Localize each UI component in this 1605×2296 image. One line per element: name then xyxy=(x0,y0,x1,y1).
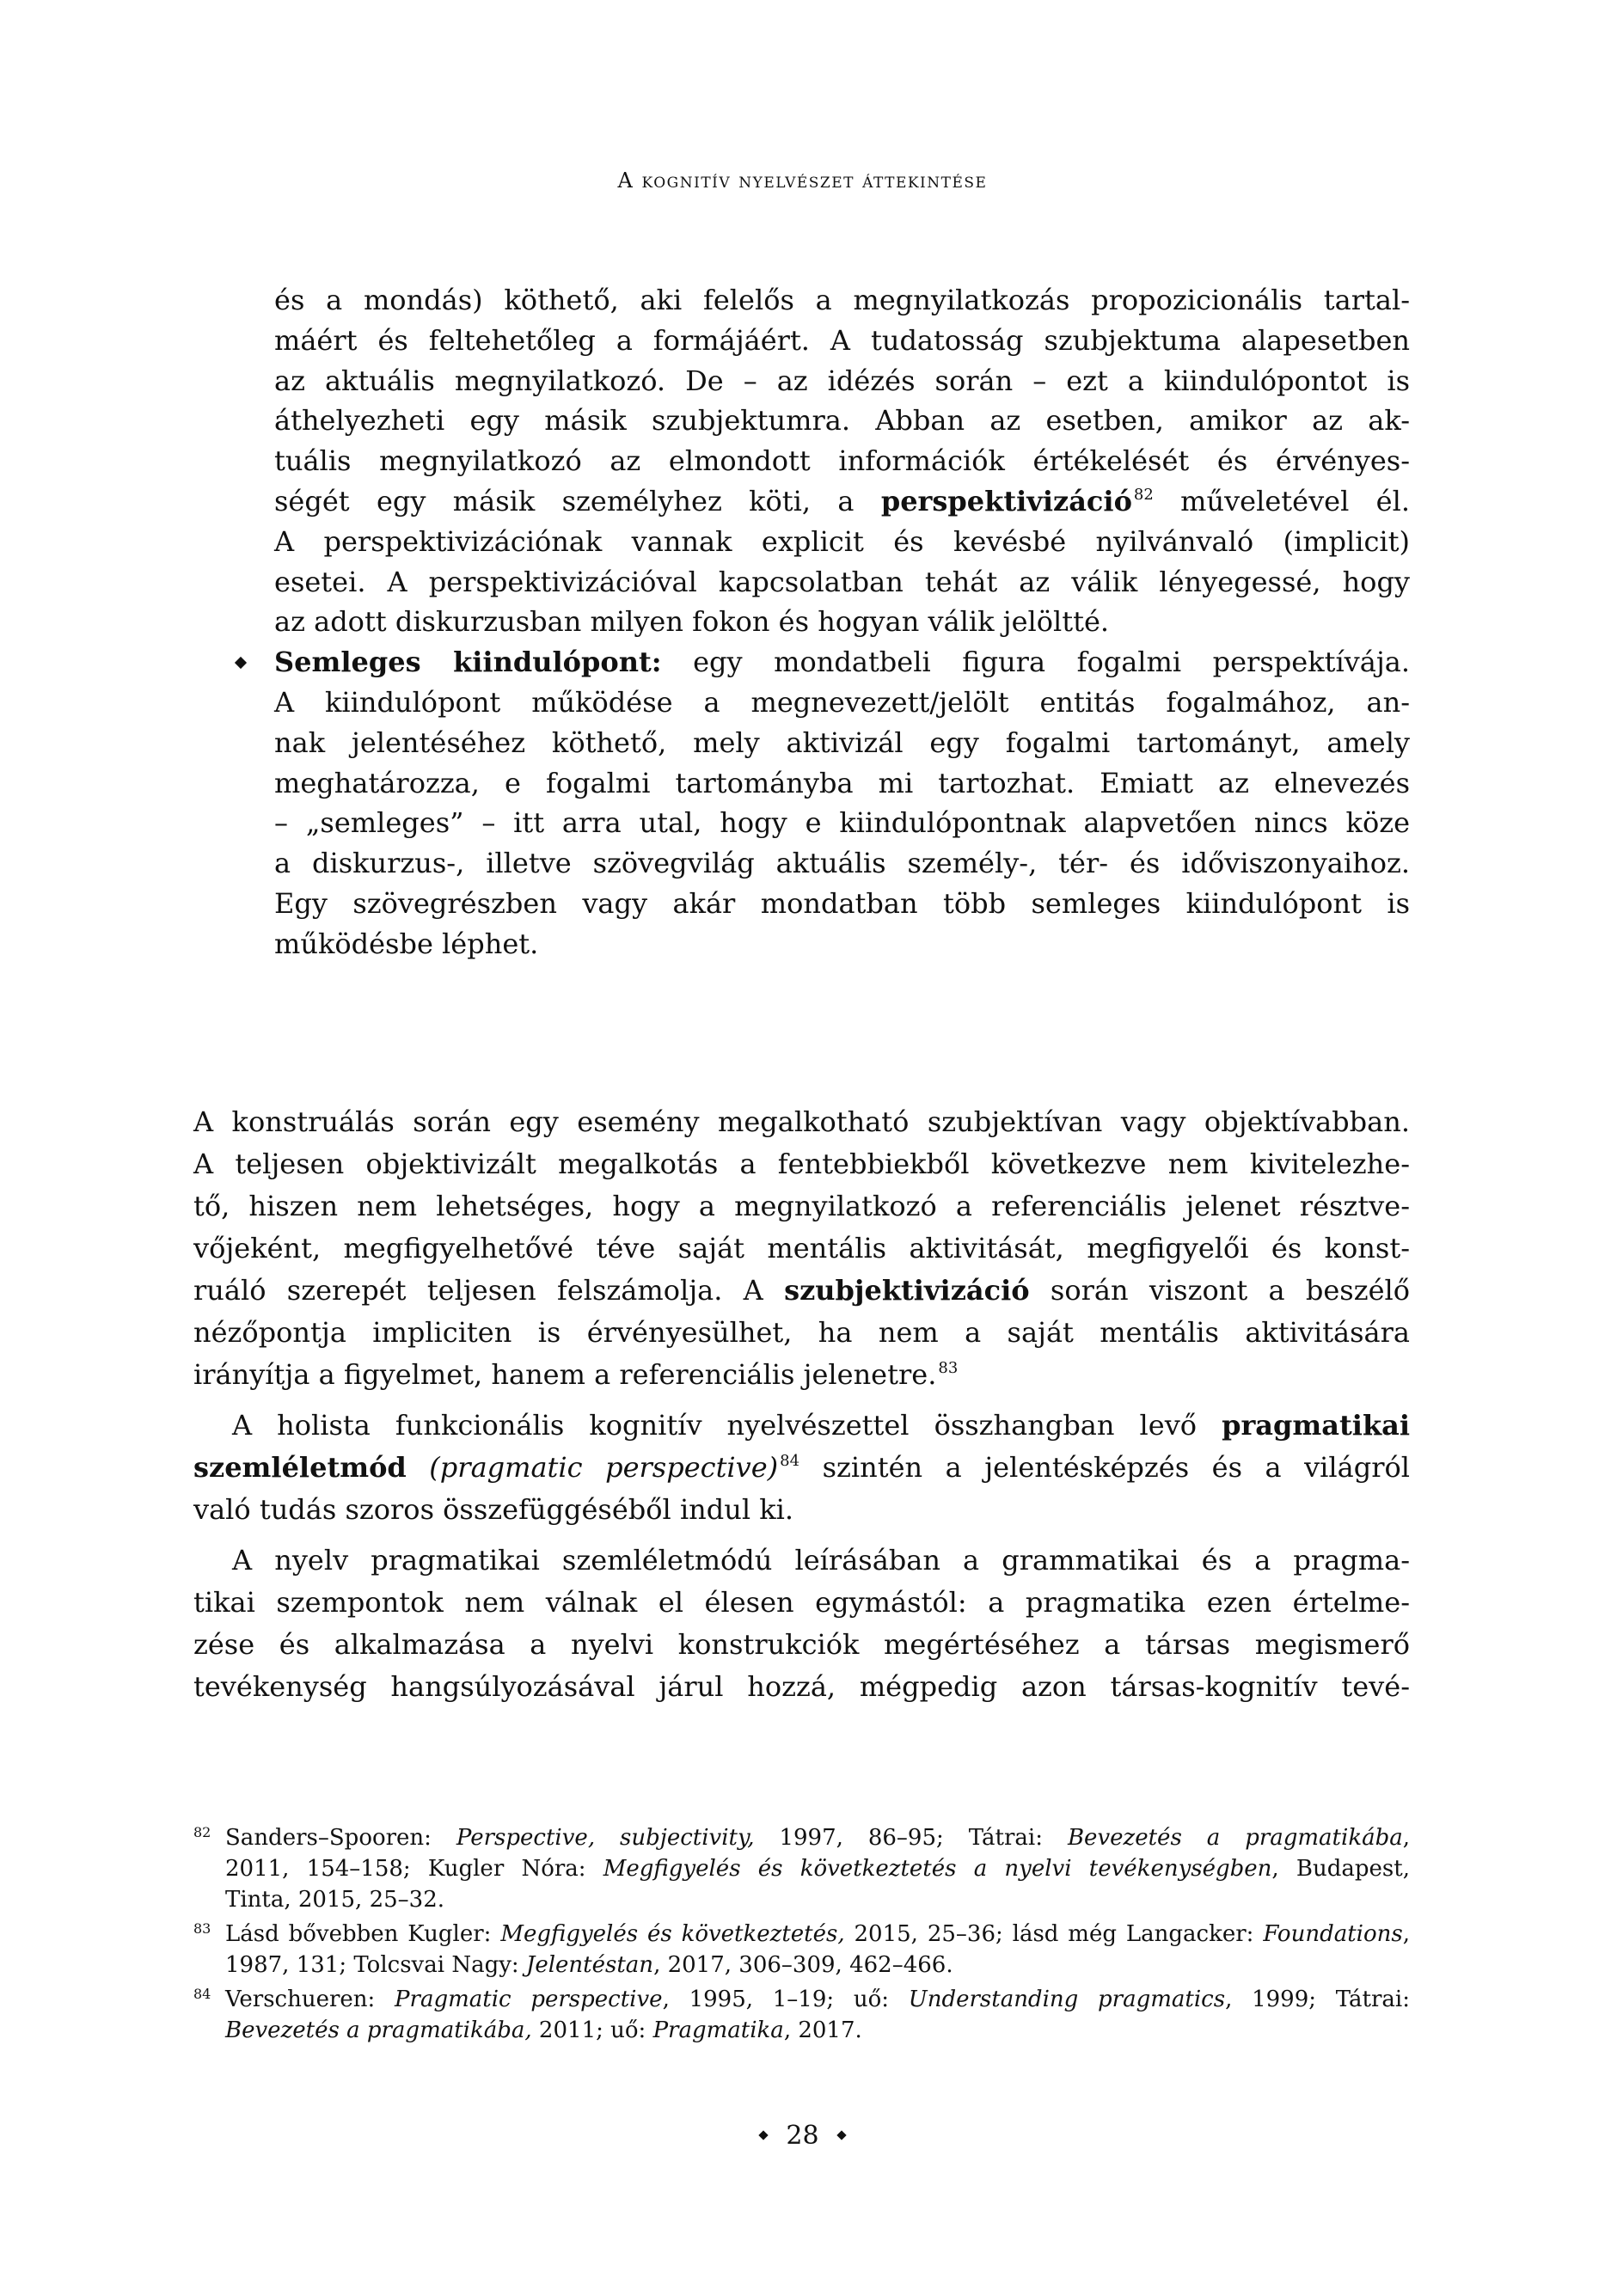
text-run: Lásd bővebben Kugler: xyxy=(225,1921,501,1947)
text-run: 1997, 86–95; Tátrai: xyxy=(754,1825,1068,1851)
text-line: áthelyezheti egy másik szubjektumra. Abban az esetben, amikor az ak- xyxy=(274,404,1410,438)
footnote-ref-82[interactable]: 82 xyxy=(1133,485,1154,504)
text-line: nézőpontja impliciten is érvényesülhet, ha nem a saját mentális aktivitására xyxy=(193,1316,1410,1349)
text-line: az aktuális megnyilatkozó. De – az idézés során – ezt a kiindulópontot is xyxy=(274,364,1410,397)
english-term: (pragmatic perspective) xyxy=(406,1451,779,1484)
text-line: tő, hiszen nem lehetséges, hogy a megnyilatkozó a referenciális jelenet résztve- xyxy=(193,1190,1410,1222)
work-title: Pragmatic perspective xyxy=(395,1987,663,2012)
text-line: A konstruálás során egy esemény megalkotható szubjektívan vagy objektívabban. xyxy=(193,1105,1410,1138)
text-line: A nyelv pragmatikai szemléletmódú leírásában a grammatikai és a pragma- xyxy=(232,1544,1410,1577)
text-line: való tudás szoros összefüggéséből indul ki. xyxy=(193,1493,794,1526)
footnote-line xyxy=(225,1984,1410,2015)
text-run: , xyxy=(1402,1921,1410,1947)
footnote-line xyxy=(225,1950,1410,1981)
text-line: tevékenység hangsúlyozásával járul hozzá, mégpedig azon társas-kognitív tevé- xyxy=(193,1670,1410,1703)
text-line: Egy szövegrészben vagy akár mondatban több semleges kiindulópont is xyxy=(274,886,1410,920)
text-line: vőjeként, megfigyelhetővé téve saját mentális aktivitását, megfigyelői és konst- xyxy=(193,1232,1410,1264)
text-line: a diskurzus-, illetve szövegvilág aktuális személy-, tér- és időviszonyaihoz. xyxy=(274,847,1410,880)
footnote-line: Tinta, 2015, 25–32. xyxy=(225,1887,445,1913)
text-line: máért és feltehetőleg a formájáért. A tudatosság szubjektuma alapesetben xyxy=(274,323,1410,357)
text-line: tuális megnyilatkozó az elmondott információk értékelését és érvényes- xyxy=(274,444,1410,478)
work-title: Megfigyelés és következtetés a nyelvi tevékenységben xyxy=(603,1856,1272,1882)
text-run: 2015, 25–36; lásd még Langacker: xyxy=(844,1921,1264,1947)
work-title: Pragmatika xyxy=(652,2017,784,2043)
text-line: esetei. A perspektivizációval kapcsolatban tehát az válik lényegessé, hogy xyxy=(274,565,1410,598)
text-run: Sanders–Spooren: xyxy=(225,1825,456,1851)
text-run: Verschueren: xyxy=(225,1987,395,2012)
text-line: és a mondás) köthető, aki felelős a megnyilatkozás propozicionális tartal- xyxy=(274,284,1410,316)
text-run: A holista funkcionális kognitív nyelvészettel összhangban levő xyxy=(232,1409,1222,1442)
footnote-number: 83 xyxy=(193,1920,211,1937)
text-run: , xyxy=(1402,1825,1410,1851)
text-run: során viszont a beszélő xyxy=(1029,1274,1411,1307)
text-line: A teljesen objektivizált megalkotás a fentebbiekből következve nem kivitelezhe- xyxy=(193,1148,1410,1180)
term-szemleletmod: szemléletmód xyxy=(193,1451,407,1484)
footnote-ref-83[interactable]: 83 xyxy=(938,1359,959,1377)
term-szubjektivizacio: szubjektivizáció xyxy=(784,1274,1030,1307)
footnote-ref-84[interactable]: 84 xyxy=(780,1452,800,1470)
text-run: , 2017. xyxy=(783,2017,862,2043)
text-line: meghatározza, e fogalmi tartományba mi tartozhat. Emiatt az elnevezés xyxy=(274,766,1410,799)
footnote-line xyxy=(225,1853,1410,1884)
text-run: 2011, 154–158; Kugler Nóra: xyxy=(225,1856,603,1882)
running-header: A kognitív nyelvészet áttekintése xyxy=(617,168,988,193)
text-run: 2011; uő: xyxy=(531,2017,653,2043)
footnote-line xyxy=(225,2015,1410,2046)
footnote-83 xyxy=(193,1919,1410,1981)
diamond-ornament-icon xyxy=(759,2130,769,2140)
text-run: ségét egy másik személyhez köti, a xyxy=(274,484,881,517)
paragraph-holista xyxy=(193,1405,1410,1531)
text-line: A kiindulópont működése a megnevezett/jelölt entitás fogalmához, an- xyxy=(274,685,1410,719)
footnote-number: 82 xyxy=(193,1824,211,1840)
text-run: műveletével él. xyxy=(1153,484,1411,517)
text-line: tikai szempontok nem válnak el élesen egymástól: a pragmatika ezen értelme- xyxy=(193,1586,1410,1619)
text-run: , 1995, 1–19; uő: xyxy=(662,1987,909,2012)
text-line xyxy=(193,1405,1410,1447)
list-continuation-block xyxy=(274,280,1410,964)
text-line: zése és alkalmazása a nyelvi konstrukciók megértéséhez a társas megismerő xyxy=(193,1628,1410,1661)
footnote-line xyxy=(225,1919,1410,1950)
paragraph-nyelv-pragmatikai xyxy=(193,1540,1410,1708)
text-run: , 1999; Tátrai: xyxy=(1225,1987,1411,2012)
text-run: 1987, 131; Tolcsvai Nagy: xyxy=(225,1952,526,1978)
text-line: működésbe léphet. xyxy=(274,927,539,960)
work-title: Bevezetés a pragmatikába, xyxy=(225,2017,532,2043)
work-title: Jelentéstan xyxy=(525,1952,654,1978)
footnotes xyxy=(193,1822,1410,2049)
work-title: Foundations xyxy=(1263,1921,1403,1947)
text-run: ruáló szerepét teljesen felszámolja. A xyxy=(193,1274,785,1307)
footnote-line xyxy=(225,1822,1410,1853)
text-line: A perspektivizációnak vannak explicit és kevésbé nyilvánvaló (implicit) xyxy=(274,524,1410,558)
text-run: , Budapest, xyxy=(1271,1856,1410,1882)
footnote-82 xyxy=(193,1822,1410,1915)
bullet-item-semleges-kiindulopont xyxy=(274,642,1410,964)
diamond-ornament-icon xyxy=(836,2130,846,2140)
text-line xyxy=(274,481,1410,522)
text-line xyxy=(193,1270,1410,1312)
text-line: – „semleges” – itt arra utal, hogy e kiindulópontnak alapvetően nincs köze xyxy=(274,806,1410,840)
term-pragmatikai: pragmatikai xyxy=(1222,1409,1410,1442)
text-run: irányítja a figyelmet, hanem a referenciális jelenetre. xyxy=(193,1358,937,1391)
footnote-84 xyxy=(193,1984,1410,2046)
diamond-bullet-icon xyxy=(235,657,247,669)
work-title: Understanding pragmatics xyxy=(908,1987,1226,2012)
footnote-number: 84 xyxy=(193,1986,211,2002)
paragraph-konstrualas xyxy=(193,1101,1410,1396)
work-title: Perspective, subjectivity, xyxy=(456,1825,755,1851)
term-semleges-kiindulopont: Semleges kiindulópont: xyxy=(274,646,662,679)
work-title: Megfigyelés és következtetés, xyxy=(500,1921,845,1947)
text-run: szintén a jelentésképzés és a világról xyxy=(799,1451,1411,1484)
text-line xyxy=(193,1354,1410,1396)
text-line xyxy=(274,642,1410,683)
text-line: az adott diskurzusban milyen fokon és hogyan válik jelöltté. xyxy=(274,605,1110,639)
page-number xyxy=(0,2121,1605,2151)
term-perspektivizacio: perspektivizáció xyxy=(880,484,1132,517)
text-line: nak jelentéséhez köthető, mely aktivizál egy fogalmi tartományt, amely xyxy=(274,726,1410,759)
text-line xyxy=(193,1447,1410,1489)
work-title: Bevezetés a pragmatikába xyxy=(1067,1825,1403,1851)
page-number-value: 28 xyxy=(786,2121,819,2151)
main-text-block xyxy=(193,1101,1410,1708)
text-run: egy mondatbeli figura fogalmi perspektívája. xyxy=(661,646,1411,679)
text-run: , 2017, 306–309, 462–466. xyxy=(653,1952,953,1978)
